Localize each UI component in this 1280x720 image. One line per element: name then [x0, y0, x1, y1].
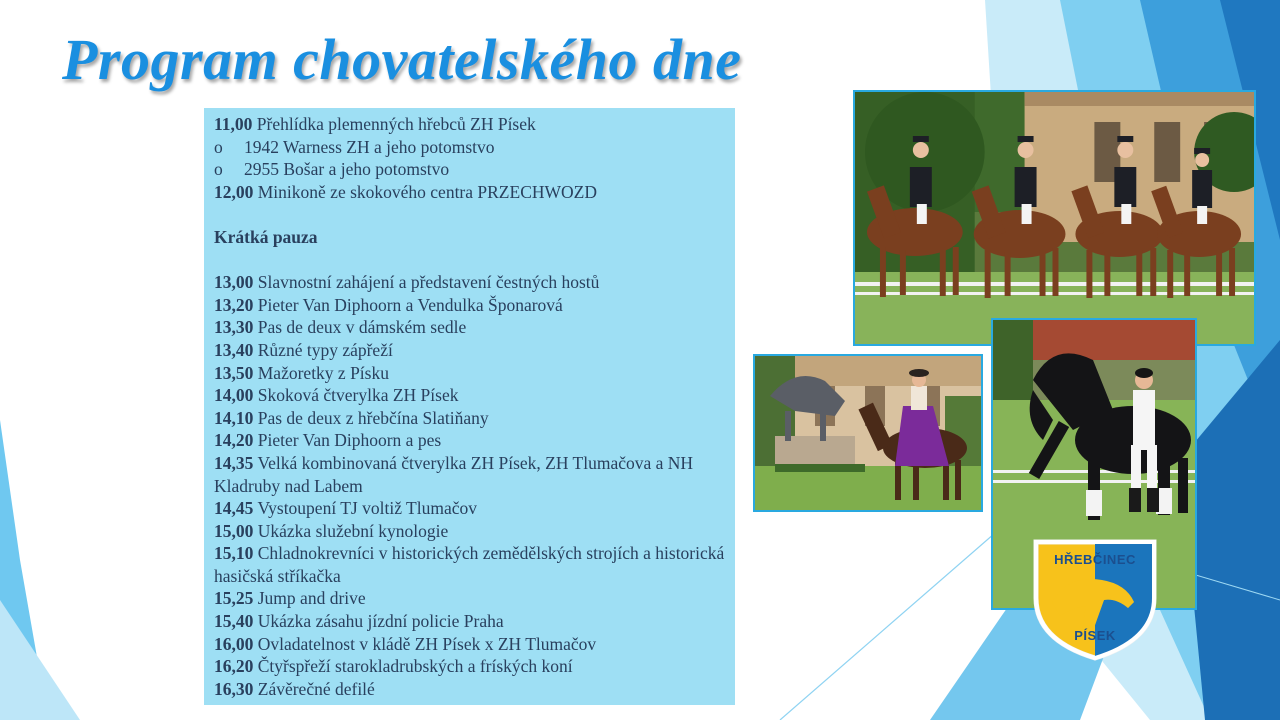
page-title: Program chovatelského dne	[62, 27, 742, 92]
item-text: Různé typy zápřeží	[257, 339, 393, 360]
list-item	[214, 497, 727, 520]
hrebcinec-pisek-logo	[1030, 536, 1160, 662]
photo-lady-rider	[753, 354, 983, 512]
list-item	[214, 542, 727, 587]
list-item	[214, 587, 727, 610]
pause-label: Krátká pauza	[214, 226, 318, 247]
list-item	[214, 113, 727, 136]
item-text: Závěrečné defilé	[257, 678, 375, 699]
list-item	[214, 655, 727, 678]
item-time: 13,40	[214, 339, 254, 360]
program-list	[204, 108, 735, 705]
item-text: Minikoně ze skokového centra PRZECHWOZD	[257, 181, 597, 202]
item-text: Slavnostní zahájení a představení čestných hostů	[257, 272, 600, 293]
list-item	[214, 271, 727, 294]
list-item	[214, 181, 727, 204]
item-time: 14,00	[214, 385, 254, 406]
photo-riders	[853, 90, 1256, 346]
list-item	[214, 384, 727, 407]
item-time: 14,20	[214, 430, 254, 451]
item-time: 12,00	[214, 181, 254, 202]
item-text: Ukázka zásahu jízdní policie Praha	[257, 611, 504, 632]
item-text: Velká kombinovaná čtverylka ZH Písek, ZH Tlumačova a NH Kladruby nad Labem	[214, 452, 694, 496]
logo-bottom-text: PÍSEK	[1074, 628, 1116, 643]
item-text: Jump and drive	[257, 588, 366, 609]
item-text: Vystoupení TJ voltiž Tlumačov	[257, 498, 477, 519]
item-text: Pas de deux z hřebčína Slatiňany	[257, 407, 489, 428]
item-time: 15,10	[214, 543, 254, 564]
item-text: 2955 Bošar a jeho potomstvo	[244, 159, 450, 180]
item-text: Ovladatelnost v kládě ZH Písek x ZH Tlumačov	[257, 633, 597, 654]
list-item	[214, 316, 727, 339]
item-text: 1942 Warness ZH a jeho potomstvo	[244, 136, 495, 157]
item-text: Ukázka služební kynologie	[257, 520, 449, 541]
item-text: Chladnokrevníci v historických zemědělských strojích a historická hasičská stříkačka	[214, 543, 725, 586]
item-time: 15,00	[214, 520, 254, 541]
bullet-marker: o	[214, 136, 223, 157]
item-text: Pieter Van Diphoorn a pes	[257, 430, 442, 451]
item-text: Čtyřspřeží starokladrubských a fríských koní	[257, 656, 573, 677]
item-time: 13,20	[214, 294, 254, 315]
spacer	[214, 203, 727, 226]
list-item	[214, 362, 727, 385]
item-text: Skoková čtverylka ZH Písek	[257, 385, 459, 406]
item-time: 13,50	[214, 362, 254, 383]
item-time: 16,00	[214, 633, 254, 654]
list-item	[214, 158, 727, 181]
spacer	[214, 249, 727, 272]
item-time: 13,30	[214, 317, 254, 338]
item-text: Mažoretky z Písku	[257, 362, 389, 383]
item-time: 13,00	[214, 272, 254, 293]
list-item	[214, 339, 727, 362]
bullet-marker: o	[214, 159, 223, 180]
item-time: 16,30	[214, 678, 254, 699]
item-time: 16,20	[214, 656, 254, 677]
item-time: 14,35	[214, 452, 254, 473]
list-item	[214, 294, 727, 317]
list-item	[214, 407, 727, 430]
list-item	[214, 633, 727, 656]
item-time: 14,45	[214, 498, 254, 519]
logo-top-text: HŘEBČINEC	[1054, 552, 1136, 567]
item-time: 15,40	[214, 611, 254, 632]
list-item	[214, 610, 727, 633]
list-item	[214, 678, 727, 701]
item-text: Přehlídka plemenných hřebců ZH Písek	[256, 114, 536, 134]
item-time: 11,00	[214, 114, 253, 134]
list-item	[214, 136, 727, 159]
item-text: Pieter Van Diphoorn a Vendulka Šponarová	[257, 294, 563, 315]
item-time: 15,25	[214, 588, 254, 609]
list-item	[214, 520, 727, 543]
list-item	[214, 429, 727, 452]
item-text: Pas de deux v dámském sedle	[257, 317, 467, 338]
list-item	[214, 452, 727, 497]
item-time: 14,10	[214, 407, 254, 428]
